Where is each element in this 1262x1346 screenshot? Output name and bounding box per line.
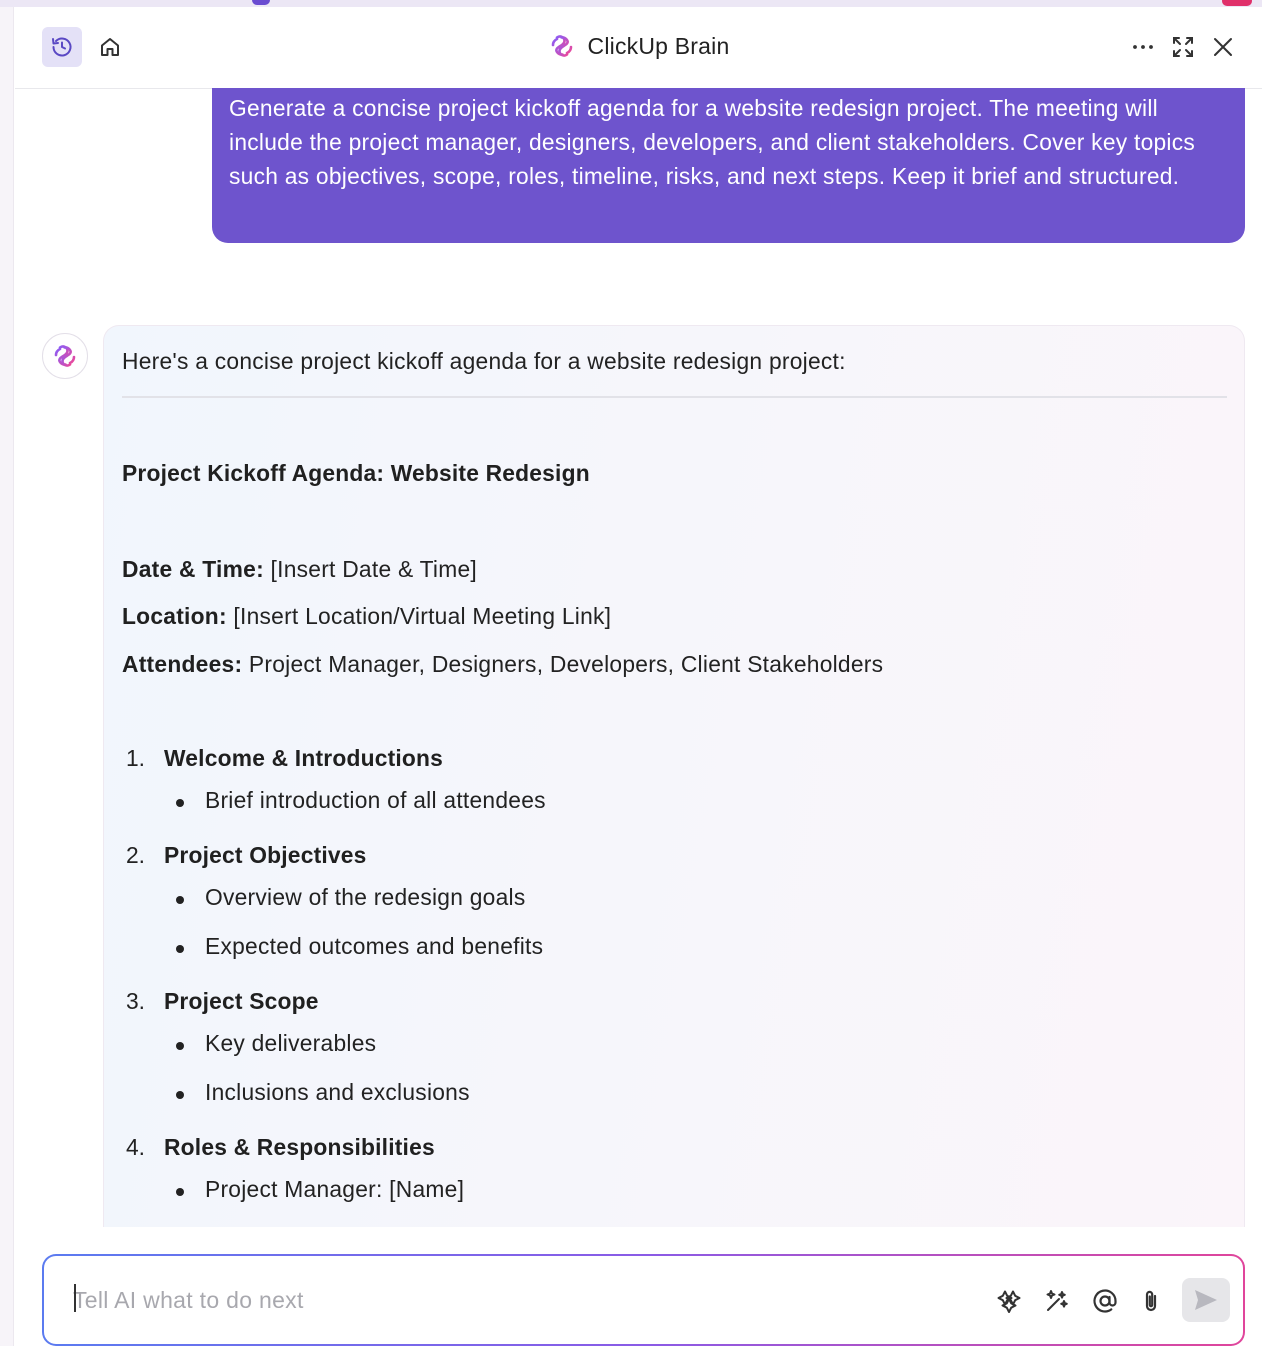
ai-intro-text: Here's a concise project kickoff agenda for a website redesign project: [122,348,846,374]
send-icon [1193,1288,1219,1312]
ai-response-card [103,325,1245,1227]
bullet-text: Expected outcomes and benefits [205,933,544,959]
meta-value: [Insert Date & Time] [270,556,477,582]
bullet-text: Key deliverables [205,1030,377,1056]
browser-top-strip [0,0,1262,7]
divider [122,396,1227,398]
more-icon [1131,35,1155,59]
section-number: 2. [126,842,146,868]
close-button[interactable] [1205,29,1241,65]
user-message-text: Generate a concise project kickoff agenda for a website redesign project. The meeting will include the project manager, designers, developers, and client stakeholders. Cover key topics such as objectives, scope, roles, timeline, risks, and next steps. Keep it brief and structured. [229,95,1196,189]
ai-tools-button[interactable] [992,1284,1026,1318]
meta-location [122,603,611,630]
tab-indicator [252,0,270,5]
panel-title: ClickUp Brain [587,32,730,59]
panel-header [15,7,1262,89]
text-caret [74,1284,76,1312]
meta-attendees [122,651,883,678]
mention-button[interactable] [1088,1284,1122,1318]
meta-label: Location: [122,603,227,629]
more-options-button[interactable] [1125,29,1161,65]
header-title-group [15,32,1262,60]
expand-icon [1172,36,1194,58]
agenda-heading: Project Kickoff Agenda: Website Redesign [122,460,590,486]
bullet-text: Inclusions and exclusions [205,1079,470,1105]
meta-value: Project Manager, Designers, Developers, Client Stakeholders [248,651,884,677]
section-title: Roles & Responsibilities [164,1134,435,1160]
user-message-bubble [212,88,1245,243]
expand-button[interactable] [1165,29,1201,65]
magic-wand-button[interactable] [1040,1284,1074,1318]
meta-label: Date & Time: [122,556,264,582]
bullet-text: Overview of the redesign goals [205,884,526,910]
section-title: Project Objectives [164,842,367,868]
sparkle-grid-icon [996,1288,1022,1314]
bullet-text: Project Manager: [Name] [205,1176,465,1202]
attach-button[interactable] [1134,1284,1168,1318]
close-icon [1212,36,1234,58]
profile-indicator [1222,0,1252,6]
window-left-edge [0,0,14,1346]
section-title: Welcome & Introductions [164,745,444,771]
magic-wand-icon [1044,1288,1070,1314]
prompt-input[interactable] [73,1284,953,1316]
section-number: 4. [126,1134,146,1160]
clickup-brain-logo-icon [548,32,576,60]
composer [42,1254,1245,1346]
meta-value: [Insert Location/Virtual Meeting Link] [233,603,612,629]
meta-label: Attendees: [122,651,243,677]
send-button[interactable] [1182,1278,1230,1322]
paperclip-icon [1138,1288,1164,1314]
section-number: 1. [126,745,146,771]
at-mention-icon [1092,1288,1118,1314]
section-number: 3. [126,988,146,1014]
ai-avatar [42,333,88,379]
clickup-brain-logo-icon [51,342,79,370]
bullet-text: Brief introduction of all attendees [205,787,546,813]
section-title: Project Scope [164,988,319,1014]
meta-date-time [122,556,477,583]
